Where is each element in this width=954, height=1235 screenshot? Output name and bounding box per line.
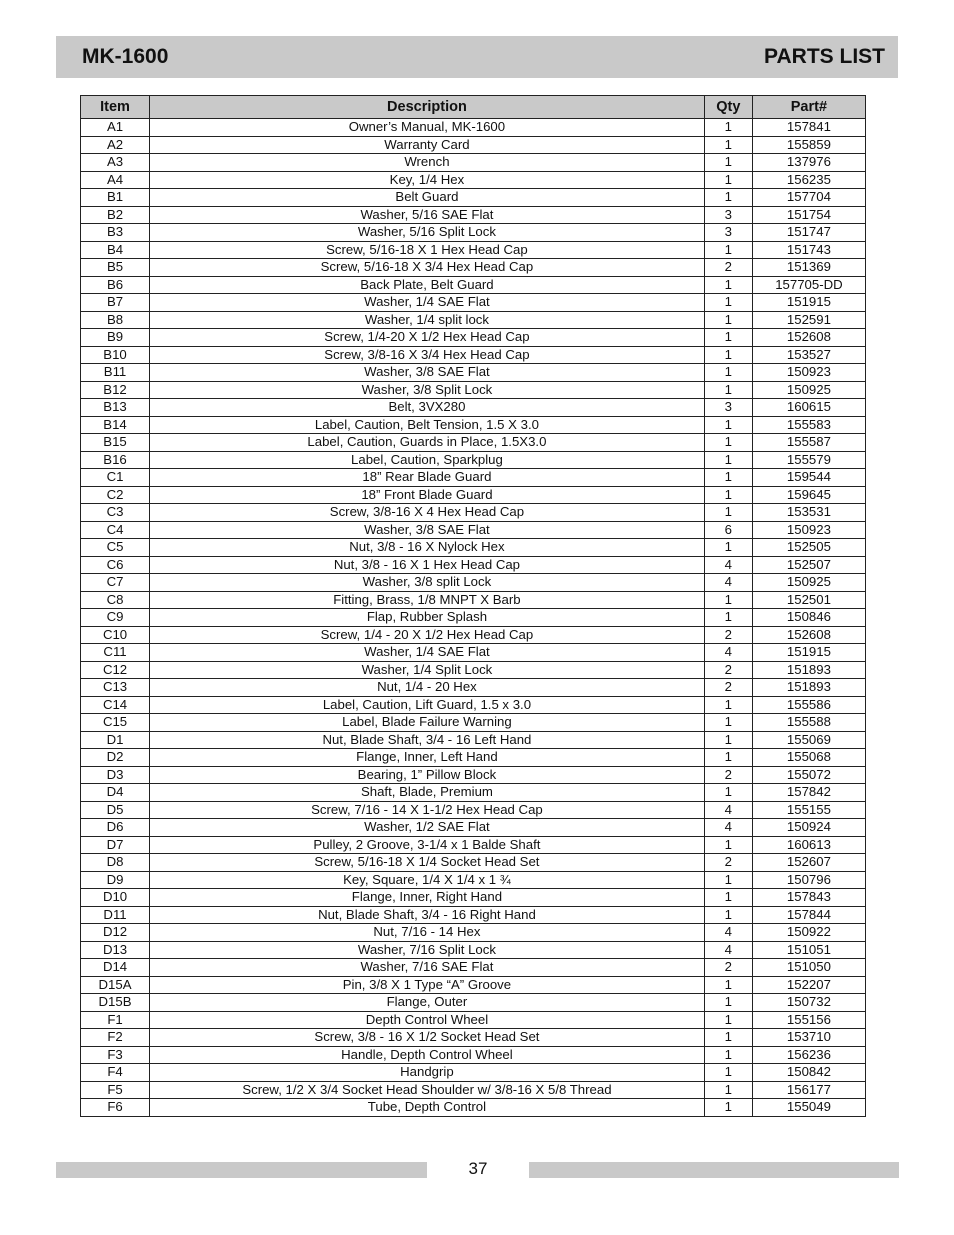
description-cell: Washer, 1/4 SAE Flat bbox=[150, 294, 705, 312]
description-cell: Label, Caution, Belt Tension, 1.5 X 3.0 bbox=[150, 416, 705, 434]
qty-cell: 1 bbox=[704, 486, 752, 504]
description-cell: Key, 1/4 Hex bbox=[150, 171, 705, 189]
part-number-cell: 152505 bbox=[752, 539, 865, 557]
table-row bbox=[81, 924, 866, 942]
footer-bar-left bbox=[56, 1162, 427, 1178]
description-cell: Screw, 1/2 X 3/4 Socket Head Shoulder w/ 3/8-16 X 5/8 Thread bbox=[150, 1081, 705, 1099]
table-row bbox=[81, 994, 866, 1012]
table-row bbox=[81, 399, 866, 417]
description-cell: 18” Rear Blade Guard bbox=[150, 469, 705, 487]
item-cell: B16 bbox=[81, 451, 150, 469]
table-row bbox=[81, 294, 866, 312]
item-cell: C13 bbox=[81, 679, 150, 697]
item-cell: D5 bbox=[81, 801, 150, 819]
table-row bbox=[81, 1011, 866, 1029]
qty-cell: 2 bbox=[704, 679, 752, 697]
table-row bbox=[81, 346, 866, 364]
description-cell: Handgrip bbox=[150, 1064, 705, 1082]
qty-cell: 6 bbox=[704, 521, 752, 539]
description-cell: Belt, 3VX280 bbox=[150, 399, 705, 417]
table-row bbox=[81, 556, 866, 574]
table-row bbox=[81, 644, 866, 662]
item-cell: C5 bbox=[81, 539, 150, 557]
part-number-cell: 150924 bbox=[752, 819, 865, 837]
part-number-cell: 155859 bbox=[752, 136, 865, 154]
description-cell: Screw, 3/8-16 X 3/4 Hex Head Cap bbox=[150, 346, 705, 364]
page-header bbox=[56, 36, 898, 78]
description-cell: Washer, 7/16 SAE Flat bbox=[150, 959, 705, 977]
qty-cell: 4 bbox=[704, 819, 752, 837]
item-cell: C9 bbox=[81, 609, 150, 627]
table-row bbox=[81, 1046, 866, 1064]
table-row bbox=[81, 1029, 866, 1047]
item-cell: C1 bbox=[81, 469, 150, 487]
qty-cell: 1 bbox=[704, 154, 752, 172]
table-row bbox=[81, 766, 866, 784]
item-cell: B7 bbox=[81, 294, 150, 312]
item-cell: F5 bbox=[81, 1081, 150, 1099]
qty-cell: 1 bbox=[704, 504, 752, 522]
item-cell: D13 bbox=[81, 941, 150, 959]
qty-cell: 1 bbox=[704, 784, 752, 802]
part-number-cell: 155583 bbox=[752, 416, 865, 434]
description-cell: Washer, 1/4 split lock bbox=[150, 311, 705, 329]
item-cell: B13 bbox=[81, 399, 150, 417]
table-row bbox=[81, 906, 866, 924]
table-row bbox=[81, 1064, 866, 1082]
description-cell: Label, Caution, Guards in Place, 1.5X3.0 bbox=[150, 434, 705, 452]
description-cell: Pulley, 2 Groove, 3-1/4 x 1 Balde Shaft bbox=[150, 836, 705, 854]
table-row bbox=[81, 889, 866, 907]
part-number-cell: 157844 bbox=[752, 906, 865, 924]
table-row bbox=[81, 206, 866, 224]
item-cell: A1 bbox=[81, 119, 150, 137]
qty-cell: 3 bbox=[704, 224, 752, 242]
item-cell: C10 bbox=[81, 626, 150, 644]
part-number-cell: 155068 bbox=[752, 749, 865, 767]
item-cell: C3 bbox=[81, 504, 150, 522]
part-number-cell: 155069 bbox=[752, 731, 865, 749]
table-row bbox=[81, 679, 866, 697]
qty-cell: 1 bbox=[704, 119, 752, 137]
table-row bbox=[81, 941, 866, 959]
qty-cell: 1 bbox=[704, 871, 752, 889]
table-row bbox=[81, 451, 866, 469]
table-row bbox=[81, 591, 866, 609]
parts-table bbox=[80, 95, 866, 1117]
description-cell: Depth Control Wheel bbox=[150, 1011, 705, 1029]
description-cell: Screw, 1/4 - 20 X 1/2 Hex Head Cap bbox=[150, 626, 705, 644]
part-number-cell: 150925 bbox=[752, 381, 865, 399]
table-row bbox=[81, 1099, 866, 1117]
item-cell: A2 bbox=[81, 136, 150, 154]
description-cell: Washer, 5/16 Split Lock bbox=[150, 224, 705, 242]
item-cell: C11 bbox=[81, 644, 150, 662]
part-number-cell: 151747 bbox=[752, 224, 865, 242]
part-number-cell: 155587 bbox=[752, 434, 865, 452]
qty-cell: 1 bbox=[704, 294, 752, 312]
item-cell: F3 bbox=[81, 1046, 150, 1064]
page-number: 37 bbox=[468, 1159, 488, 1178]
table-row bbox=[81, 276, 866, 294]
qty-cell: 2 bbox=[704, 854, 752, 872]
item-cell: D7 bbox=[81, 836, 150, 854]
part-number-cell: 152591 bbox=[752, 311, 865, 329]
description-cell: Nut, 3/8 - 16 X 1 Hex Head Cap bbox=[150, 556, 705, 574]
description-cell: Label, Caution, Lift Guard, 1.5 x 3.0 bbox=[150, 696, 705, 714]
item-cell: D14 bbox=[81, 959, 150, 977]
table-row bbox=[81, 959, 866, 977]
description-cell: Screw, 3/8-16 X 4 Hex Head Cap bbox=[150, 504, 705, 522]
qty-cell: 1 bbox=[704, 714, 752, 732]
qty-cell: 1 bbox=[704, 1099, 752, 1117]
item-cell: C2 bbox=[81, 486, 150, 504]
qty-cell: 1 bbox=[704, 346, 752, 364]
table-row bbox=[81, 224, 866, 242]
qty-cell: 1 bbox=[704, 749, 752, 767]
description-cell: Key, Square, 1/4 X 1/4 x 1 ¾ bbox=[150, 871, 705, 889]
item-cell: C6 bbox=[81, 556, 150, 574]
item-cell: F2 bbox=[81, 1029, 150, 1047]
item-cell: D10 bbox=[81, 889, 150, 907]
item-cell: C4 bbox=[81, 521, 150, 539]
description-cell: Label, Blade Failure Warning bbox=[150, 714, 705, 732]
qty-cell: 2 bbox=[704, 661, 752, 679]
part-number-cell: 152507 bbox=[752, 556, 865, 574]
qty-cell: 2 bbox=[704, 766, 752, 784]
qty-cell: 3 bbox=[704, 399, 752, 417]
qty-cell: 4 bbox=[704, 924, 752, 942]
item-cell: D6 bbox=[81, 819, 150, 837]
qty-cell: 1 bbox=[704, 1064, 752, 1082]
table-row bbox=[81, 731, 866, 749]
table-row bbox=[81, 381, 866, 399]
part-number-cell: 150923 bbox=[752, 521, 865, 539]
table-row bbox=[81, 574, 866, 592]
table-row bbox=[81, 801, 866, 819]
part-number-cell: 153527 bbox=[752, 346, 865, 364]
item-cell: C7 bbox=[81, 574, 150, 592]
description-cell: Nut, 1/4 - 20 Hex bbox=[150, 679, 705, 697]
table-row bbox=[81, 539, 866, 557]
item-cell: C14 bbox=[81, 696, 150, 714]
qty-cell: 1 bbox=[704, 836, 752, 854]
qty-cell: 2 bbox=[704, 626, 752, 644]
part-number-cell: 155072 bbox=[752, 766, 865, 784]
qty-cell: 4 bbox=[704, 801, 752, 819]
table-row bbox=[81, 136, 866, 154]
table-row bbox=[81, 626, 866, 644]
part-number-cell: 151051 bbox=[752, 941, 865, 959]
part-number-cell: 155586 bbox=[752, 696, 865, 714]
qty-cell: 1 bbox=[704, 696, 752, 714]
table-row bbox=[81, 311, 866, 329]
qty-cell: 1 bbox=[704, 416, 752, 434]
part-number-cell: 155156 bbox=[752, 1011, 865, 1029]
part-number-cell: 155155 bbox=[752, 801, 865, 819]
item-cell: D9 bbox=[81, 871, 150, 889]
item-cell: D11 bbox=[81, 906, 150, 924]
description-cell: Label, Caution, Sparkplug bbox=[150, 451, 705, 469]
description-cell: Warranty Card bbox=[150, 136, 705, 154]
column-header-description: Description bbox=[150, 96, 705, 119]
item-cell: D15A bbox=[81, 976, 150, 994]
description-cell: Nut, Blade Shaft, 3/4 - 16 Left Hand bbox=[150, 731, 705, 749]
part-number-cell: 151915 bbox=[752, 644, 865, 662]
table-row bbox=[81, 504, 866, 522]
qty-cell: 1 bbox=[704, 906, 752, 924]
part-number-cell: 157841 bbox=[752, 119, 865, 137]
qty-cell: 4 bbox=[704, 941, 752, 959]
column-header-item: Item bbox=[81, 96, 150, 119]
part-number-cell: 153531 bbox=[752, 504, 865, 522]
description-cell: Handle, Depth Control Wheel bbox=[150, 1046, 705, 1064]
table-body bbox=[81, 119, 866, 1117]
item-cell: B4 bbox=[81, 241, 150, 259]
description-cell: Washer, 1/4 SAE Flat bbox=[150, 644, 705, 662]
item-cell: C15 bbox=[81, 714, 150, 732]
part-number-cell: 151893 bbox=[752, 679, 865, 697]
item-cell: B15 bbox=[81, 434, 150, 452]
description-cell: Screw, 1/4-20 X 1/2 Hex Head Cap bbox=[150, 329, 705, 347]
part-number-cell: 159544 bbox=[752, 469, 865, 487]
table-row bbox=[81, 696, 866, 714]
qty-cell: 1 bbox=[704, 609, 752, 627]
part-number-cell: 151915 bbox=[752, 294, 865, 312]
item-cell: D3 bbox=[81, 766, 150, 784]
table-row bbox=[81, 486, 866, 504]
part-number-cell: 159645 bbox=[752, 486, 865, 504]
qty-cell: 1 bbox=[704, 311, 752, 329]
item-cell: B9 bbox=[81, 329, 150, 347]
model-name: MK-1600 bbox=[82, 45, 169, 68]
description-cell: Screw, 3/8 - 16 X 1/2 Socket Head Set bbox=[150, 1029, 705, 1047]
part-number-cell: 152608 bbox=[752, 329, 865, 347]
table-row bbox=[81, 609, 866, 627]
description-cell: Screw, 7/16 - 14 X 1-1/2 Hex Head Cap bbox=[150, 801, 705, 819]
part-number-cell: 151893 bbox=[752, 661, 865, 679]
part-number-cell: 157842 bbox=[752, 784, 865, 802]
description-cell: Nut, 7/16 - 14 Hex bbox=[150, 924, 705, 942]
item-cell: D2 bbox=[81, 749, 150, 767]
part-number-cell: 151754 bbox=[752, 206, 865, 224]
qty-cell: 4 bbox=[704, 574, 752, 592]
description-cell: Washer, 1/2 SAE Flat bbox=[150, 819, 705, 837]
column-header-part-number: Part# bbox=[752, 96, 865, 119]
qty-cell: 1 bbox=[704, 451, 752, 469]
qty-cell: 1 bbox=[704, 539, 752, 557]
description-cell: Screw, 5/16-18 X 1 Hex Head Cap bbox=[150, 241, 705, 259]
item-cell: B12 bbox=[81, 381, 150, 399]
qty-cell: 2 bbox=[704, 959, 752, 977]
qty-cell: 1 bbox=[704, 591, 752, 609]
description-cell: Wrench bbox=[150, 154, 705, 172]
part-number-cell: 155579 bbox=[752, 451, 865, 469]
description-cell: Washer, 5/16 SAE Flat bbox=[150, 206, 705, 224]
qty-cell: 1 bbox=[704, 136, 752, 154]
description-cell: Washer, 3/8 Split Lock bbox=[150, 381, 705, 399]
qty-cell: 1 bbox=[704, 1029, 752, 1047]
description-cell: Washer, 3/8 SAE Flat bbox=[150, 521, 705, 539]
description-cell: Screw, 5/16-18 X 3/4 Hex Head Cap bbox=[150, 259, 705, 277]
qty-cell: 1 bbox=[704, 731, 752, 749]
part-number-cell: 150923 bbox=[752, 364, 865, 382]
item-cell: A4 bbox=[81, 171, 150, 189]
footer-bar-right bbox=[529, 1162, 899, 1178]
page-title: PARTS LIST bbox=[764, 45, 885, 68]
description-cell: Tube, Depth Control bbox=[150, 1099, 705, 1117]
qty-cell: 1 bbox=[704, 889, 752, 907]
description-cell: Flap, Rubber Splash bbox=[150, 609, 705, 627]
description-cell: Back Plate, Belt Guard bbox=[150, 276, 705, 294]
table-row bbox=[81, 714, 866, 732]
table-row bbox=[81, 171, 866, 189]
part-number-cell: 156236 bbox=[752, 1046, 865, 1064]
part-number-cell: 157705-DD bbox=[752, 276, 865, 294]
qty-cell: 1 bbox=[704, 434, 752, 452]
item-cell: D15B bbox=[81, 994, 150, 1012]
table-row bbox=[81, 749, 866, 767]
description-cell: Washer, 1/4 Split Lock bbox=[150, 661, 705, 679]
qty-cell: 1 bbox=[704, 469, 752, 487]
description-cell: 18” Front Blade Guard bbox=[150, 486, 705, 504]
description-cell: Owner’s Manual, MK-1600 bbox=[150, 119, 705, 137]
table-row bbox=[81, 661, 866, 679]
description-cell: Pin, 3/8 X 1 Type “A” Groove bbox=[150, 976, 705, 994]
qty-cell: 1 bbox=[704, 189, 752, 207]
table-row bbox=[81, 119, 866, 137]
item-cell: B5 bbox=[81, 259, 150, 277]
table-row bbox=[81, 469, 866, 487]
part-number-cell: 155049 bbox=[752, 1099, 865, 1117]
item-cell: B8 bbox=[81, 311, 150, 329]
table-row bbox=[81, 241, 866, 259]
part-number-cell: 152607 bbox=[752, 854, 865, 872]
table-row bbox=[81, 854, 866, 872]
table-row bbox=[81, 976, 866, 994]
part-number-cell: 150732 bbox=[752, 994, 865, 1012]
qty-cell: 3 bbox=[704, 206, 752, 224]
table-row bbox=[81, 836, 866, 854]
part-number-cell: 155588 bbox=[752, 714, 865, 732]
description-cell: Flange, Inner, Left Hand bbox=[150, 749, 705, 767]
table-row bbox=[81, 416, 866, 434]
qty-cell: 4 bbox=[704, 556, 752, 574]
part-number-cell: 151050 bbox=[752, 959, 865, 977]
part-number-cell: 152608 bbox=[752, 626, 865, 644]
part-number-cell: 150842 bbox=[752, 1064, 865, 1082]
description-cell: Flange, Inner, Right Hand bbox=[150, 889, 705, 907]
qty-cell: 1 bbox=[704, 381, 752, 399]
part-number-cell: 150846 bbox=[752, 609, 865, 627]
part-number-cell: 152207 bbox=[752, 976, 865, 994]
table-row bbox=[81, 364, 866, 382]
qty-cell: 2 bbox=[704, 259, 752, 277]
description-cell: Flange, Outer bbox=[150, 994, 705, 1012]
table-row bbox=[81, 784, 866, 802]
table-row bbox=[81, 434, 866, 452]
table-row bbox=[81, 1081, 866, 1099]
description-cell: Bearing, 1” Pillow Block bbox=[150, 766, 705, 784]
qty-cell: 1 bbox=[704, 994, 752, 1012]
item-cell: B2 bbox=[81, 206, 150, 224]
qty-cell: 1 bbox=[704, 276, 752, 294]
item-cell: F1 bbox=[81, 1011, 150, 1029]
item-cell: D8 bbox=[81, 854, 150, 872]
part-number-cell: 160615 bbox=[752, 399, 865, 417]
description-cell: Washer, 7/16 Split Lock bbox=[150, 941, 705, 959]
qty-cell: 1 bbox=[704, 171, 752, 189]
item-cell: B6 bbox=[81, 276, 150, 294]
part-number-cell: 151743 bbox=[752, 241, 865, 259]
table-row bbox=[81, 189, 866, 207]
item-cell: D4 bbox=[81, 784, 150, 802]
description-cell: Screw, 5/16-18 X 1/4 Socket Head Set bbox=[150, 854, 705, 872]
part-number-cell: 156177 bbox=[752, 1081, 865, 1099]
item-cell: C12 bbox=[81, 661, 150, 679]
table-row bbox=[81, 521, 866, 539]
description-cell: Fitting, Brass, 1/8 MNPT X Barb bbox=[150, 591, 705, 609]
description-cell: Belt Guard bbox=[150, 189, 705, 207]
qty-cell: 1 bbox=[704, 241, 752, 259]
qty-cell: 1 bbox=[704, 329, 752, 347]
table-row bbox=[81, 329, 866, 347]
part-number-cell: 157843 bbox=[752, 889, 865, 907]
part-number-cell: 156235 bbox=[752, 171, 865, 189]
part-number-cell: 160613 bbox=[752, 836, 865, 854]
table-row bbox=[81, 871, 866, 889]
description-cell: Shaft, Blade, Premium bbox=[150, 784, 705, 802]
item-cell: F4 bbox=[81, 1064, 150, 1082]
part-number-cell: 150796 bbox=[752, 871, 865, 889]
table-row bbox=[81, 819, 866, 837]
part-number-cell: 137976 bbox=[752, 154, 865, 172]
item-cell: A3 bbox=[81, 154, 150, 172]
part-number-cell: 150925 bbox=[752, 574, 865, 592]
description-cell: Nut, 3/8 - 16 X Nylock Hex bbox=[150, 539, 705, 557]
table-row bbox=[81, 154, 866, 172]
qty-cell: 1 bbox=[704, 1081, 752, 1099]
description-cell: Nut, Blade Shaft, 3/4 - 16 Right Hand bbox=[150, 906, 705, 924]
header-row bbox=[81, 96, 866, 119]
item-cell: B10 bbox=[81, 346, 150, 364]
item-cell: D12 bbox=[81, 924, 150, 942]
item-cell: F6 bbox=[81, 1099, 150, 1117]
part-number-cell: 153710 bbox=[752, 1029, 865, 1047]
column-header-qty: Qty bbox=[704, 96, 752, 119]
part-number-cell: 152501 bbox=[752, 591, 865, 609]
item-cell: B3 bbox=[81, 224, 150, 242]
qty-cell: 1 bbox=[704, 364, 752, 382]
item-cell: B11 bbox=[81, 364, 150, 382]
qty-cell: 1 bbox=[704, 1011, 752, 1029]
item-cell: B14 bbox=[81, 416, 150, 434]
description-cell: Washer, 3/8 SAE Flat bbox=[150, 364, 705, 382]
part-number-cell: 150922 bbox=[752, 924, 865, 942]
table-row bbox=[81, 259, 866, 277]
qty-cell: 1 bbox=[704, 976, 752, 994]
table-header bbox=[81, 96, 866, 119]
qty-cell: 1 bbox=[704, 1046, 752, 1064]
part-number-cell: 157704 bbox=[752, 189, 865, 207]
item-cell: C8 bbox=[81, 591, 150, 609]
part-number-cell: 151369 bbox=[752, 259, 865, 277]
item-cell: D1 bbox=[81, 731, 150, 749]
qty-cell: 4 bbox=[704, 644, 752, 662]
item-cell: B1 bbox=[81, 189, 150, 207]
description-cell: Washer, 3/8 split Lock bbox=[150, 574, 705, 592]
